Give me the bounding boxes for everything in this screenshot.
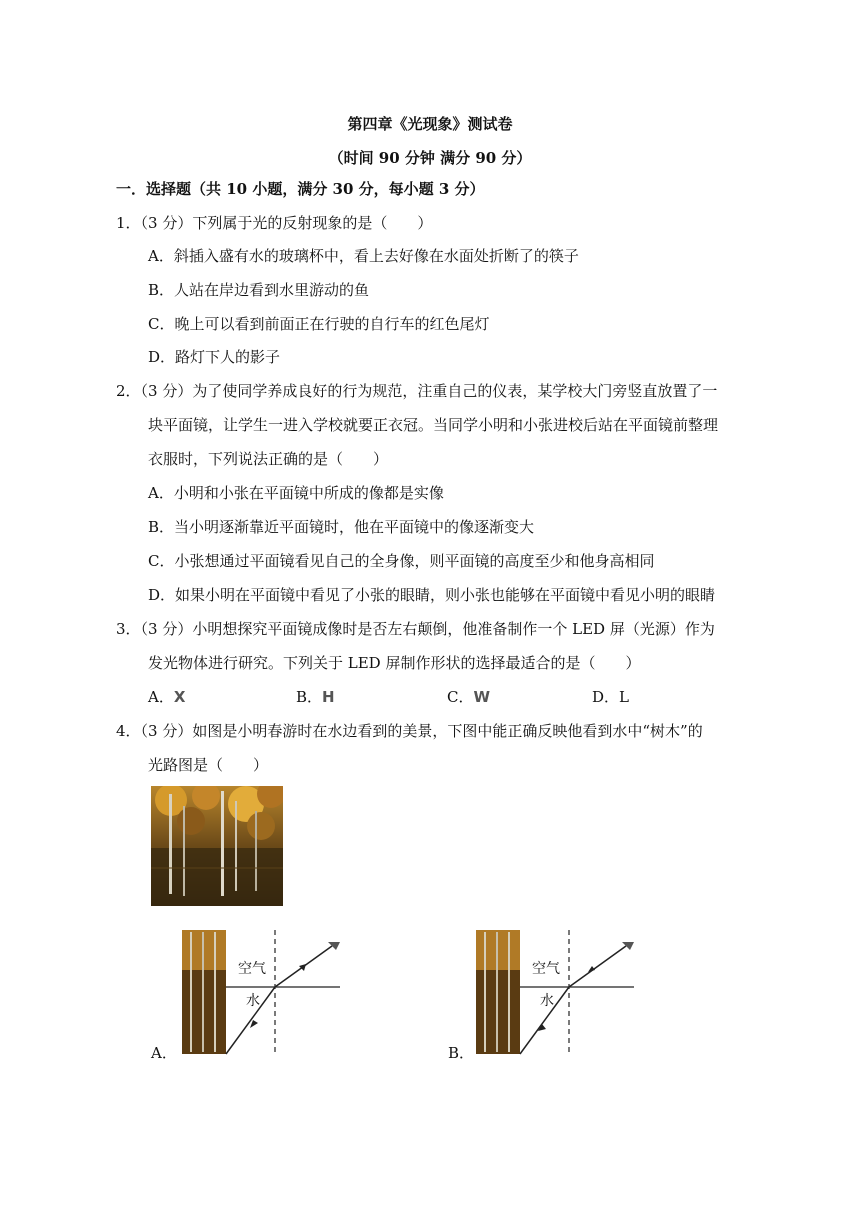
exam-title: 第四章《光现象》测试卷 xyxy=(347,115,513,133)
q2-option-a: A．小明和小张在平面镜中所成的像都是实像 xyxy=(148,484,444,502)
option-label: A． xyxy=(148,688,174,706)
led-shape-glyph: H xyxy=(322,688,335,706)
section-heading: 一．选择题（共 10 小题，满分 30 分，每小题 3 分） xyxy=(116,180,485,198)
q4-option-b-label: B． xyxy=(448,1044,475,1062)
option-label: C． xyxy=(447,688,474,706)
q1-stem: 1．（3 分）下列属于光的反射现象的是（ ） xyxy=(116,214,433,232)
option-label: D． xyxy=(592,688,620,706)
diagram-a-water-label: 水 xyxy=(246,993,260,1009)
led-shape-glyph: W xyxy=(473,688,491,706)
diagram-b-water-label: 水 xyxy=(540,993,554,1009)
diagram-b-air-label: 空气 xyxy=(532,961,560,977)
q3-option-b xyxy=(296,687,335,707)
q3-option-d xyxy=(592,687,629,707)
q1-option-d: D．路灯下人的影子 xyxy=(148,348,281,366)
optic-diagram-b xyxy=(474,928,639,1058)
q3-option-c xyxy=(447,687,490,707)
q3-option-a xyxy=(148,687,185,707)
option-label: B． xyxy=(296,688,323,706)
optic-diagram-a xyxy=(180,928,345,1058)
q3-stem-line1: 3．（3 分）小明想探究平面镜成像时是否左右颠倒，他准备制作一个 LED 屏（光源）作为 xyxy=(116,620,715,638)
q4-stem-line2: 光路图是（ ） xyxy=(148,756,269,774)
led-shape-glyph: X xyxy=(173,688,186,706)
q2-stem-line2: 块平面镜，让学生一进入学校就要正衣冠。当同学小明和小张进校后站在平面镜前整理 xyxy=(148,416,719,434)
q4-option-a-label: A． xyxy=(151,1044,177,1062)
exam-subtitle: （时间 90 分钟 满分 90 分） xyxy=(328,149,532,167)
q2-stem-line3: 衣服时，下列说法正确的是（ ） xyxy=(148,450,389,468)
q2-option-d: D．如果小明在平面镜中看见了小张的眼睛，则小张也能够在平面镜中看见小明的眼睛 xyxy=(148,586,716,604)
q1-option-b: B．人站在岸边看到水里游动的鱼 xyxy=(148,281,370,299)
q4-stem-line1: 4．（3 分）如图是小明春游时在水边看到的美景，下图中能正确反映他看到水中“树木”的 xyxy=(116,722,703,740)
q3-stem-line2: 发光物体进行研究。下列关于 LED 屏制作形状的选择最适合的是（ ） xyxy=(148,654,641,672)
diagram-a-air-label: 空气 xyxy=(238,961,266,977)
led-shape-text: L xyxy=(619,688,629,706)
q2-option-b: B．当小明逐渐靠近平面镜时，他在平面镜中的像逐渐变大 xyxy=(148,518,535,536)
waterside-trees-photo xyxy=(151,786,283,906)
q2-stem-line1: 2．（3 分）为了使同学养成良好的行为规范，注重自己的仪表，某学校大门旁竖直放置了一 xyxy=(116,382,718,400)
q1-option-c: C．晚上可以看到前面正在行驶的自行车的红色尾灯 xyxy=(148,315,490,333)
q2-option-c: C．小张想通过平面镜看见自己的全身像，则平面镜的高度至少和他身高相同 xyxy=(148,552,655,570)
q1-option-a: A．斜插入盛有水的玻璃杯中，看上去好像在水面处折断了的筷子 xyxy=(148,247,579,265)
